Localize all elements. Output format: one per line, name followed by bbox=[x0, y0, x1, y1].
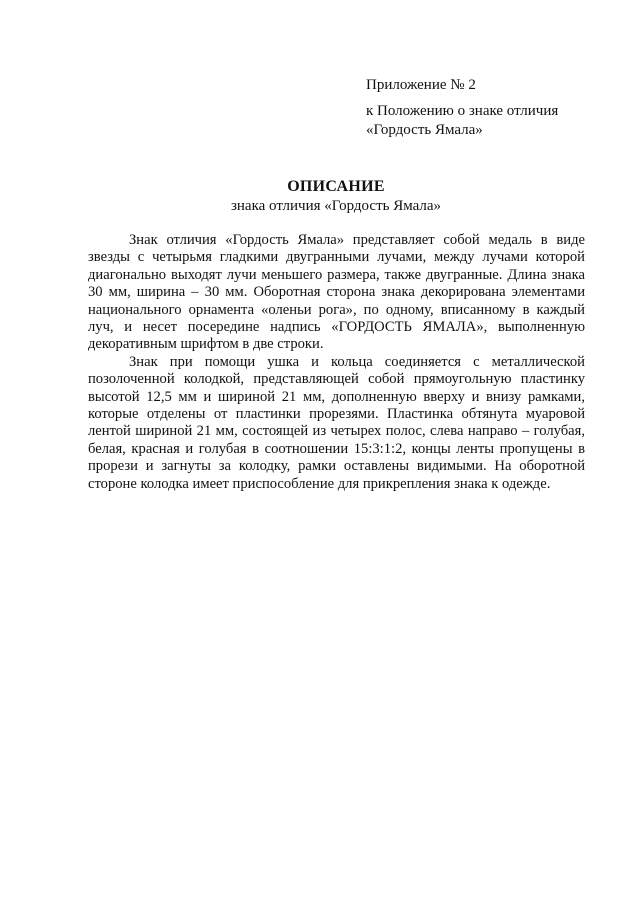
appendix-number: Приложение № 2 bbox=[366, 77, 476, 93]
appendix-reference-line-1: к Положению о знаке отличия bbox=[366, 103, 559, 119]
document-subtitle: знака отличия «Гордость Ямала» bbox=[230, 198, 442, 214]
appendix-reference-line-2: «Гордость Ямала» bbox=[366, 122, 483, 138]
appendix-header bbox=[366, 76, 616, 140]
document-title: ОПИСАНИЕ bbox=[287, 178, 385, 195]
heading-block bbox=[0, 177, 640, 216]
body-paragraph: Знак при помощи ушка и кольца соединяется с металлической позолоченной колодкой, представляющей собой прямоугольную пластинку высотой 12,5 мм и шириной 21 мм, дополненную вверху и внизу рамками, которые отделены от пластинки прорезями. Пластинка обтянута муаровой лентой шириной 21 мм, состоящей из четырех полос, слева направо – голубая, белая, красная и голубая в соотношении 15:3:1:2, концы ленты пропущены в прорези и загнуты за колодку, рамки оставлены видимыми. На оборотной стороне колодка имеет приспособление для прикрепления знака к одежде. bbox=[88, 353, 585, 492]
body-paragraph: Знак отличия «Гордость Ямала» представляет собой медаль в виде звезды с четырьмя гладкими двугранными лучами, между лучами которой диагонально выходят лучи меньшего размера, также двугранные. Длина знака 30 мм, ширина – 30 мм. Оборотная сторона знака декорирована элементами национального орнамента «оленьи рога», по одному, вписанному в каждый луч, и несет посередине надпись «ГОРДОСТЬ ЯМАЛА», выполненную декоративным шрифтом в две строки. bbox=[88, 232, 585, 353]
document-body bbox=[88, 232, 585, 493]
